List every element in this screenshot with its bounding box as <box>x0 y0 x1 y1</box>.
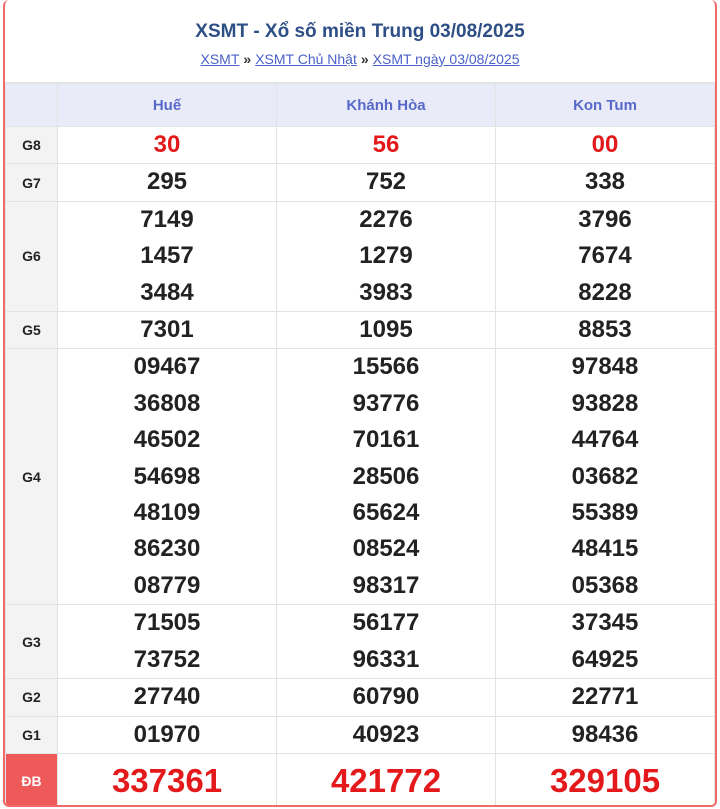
prize-number: 70161 <box>352 426 420 454</box>
prize-number: 98436 <box>571 720 639 748</box>
prize-number: 22771 <box>571 683 639 711</box>
prize-cell-g8-hue <box>58 127 277 164</box>
prize-number: 64925 <box>571 645 639 673</box>
prize-cell-g7-hue <box>58 164 277 201</box>
prize-number: 7149 <box>140 205 194 233</box>
prize-number: 3983 <box>359 278 413 306</box>
prize-number: 48415 <box>571 535 639 563</box>
prize-cell-g8-khanh-hoa <box>277 127 496 164</box>
prize-cell-g5-khanh-hoa <box>277 312 496 349</box>
prize-label-g2: G2 <box>6 679 58 716</box>
prize-number: 30 <box>153 131 181 158</box>
prize-cell-g6-khanh-hoa <box>277 201 496 311</box>
prize-number: 86230 <box>133 535 201 563</box>
breadcrumb-link-xsmt[interactable]: XSMT <box>200 51 240 67</box>
prize-number: 44764 <box>571 426 639 454</box>
prize-number: 3484 <box>140 278 194 306</box>
prize-label-db: ĐB <box>6 753 58 807</box>
corner-cell <box>6 84 58 127</box>
prize-cell-g7-khanh-hoa <box>277 164 496 201</box>
prize-cell-db-kon-tum <box>496 753 715 807</box>
prize-row-g7 <box>6 164 715 201</box>
prize-number: 46502 <box>133 426 201 454</box>
prize-cell-g6-kon-tum <box>496 201 715 311</box>
prize-number: 56 <box>372 131 400 158</box>
prize-number: 00 <box>591 131 619 158</box>
results-table <box>5 83 715 807</box>
prize-number: 2276 <box>359 205 413 233</box>
prize-cell-g4-kon-tum <box>496 349 715 605</box>
prize-cell-g5-hue <box>58 312 277 349</box>
results-header <box>5 0 715 83</box>
prize-number: 7301 <box>140 316 194 344</box>
prize-label-g1: G1 <box>6 716 58 753</box>
prize-number: 71505 <box>133 609 201 637</box>
prize-number: 421772 <box>330 761 442 799</box>
prize-number: 65624 <box>352 499 420 527</box>
prize-cell-g1-khanh-hoa <box>277 716 496 753</box>
prize-label-g4: G4 <box>6 349 58 605</box>
prize-number: 05368 <box>571 571 639 599</box>
prize-number: 55389 <box>571 499 639 527</box>
prize-number: 7674 <box>578 242 632 270</box>
results-panel <box>3 0 717 807</box>
prize-cell-db-hue <box>58 753 277 807</box>
prize-number: 8228 <box>578 278 632 306</box>
prize-cell-g6-hue <box>58 201 277 311</box>
breadcrumb-link-weekday[interactable]: XSMT Chủ Nhật <box>255 51 357 67</box>
prize-cell-g7-kon-tum <box>496 164 715 201</box>
prize-number: 1279 <box>359 242 413 270</box>
prize-row-g6 <box>6 201 715 311</box>
prize-cell-g2-kon-tum <box>496 679 715 716</box>
prize-number: 93776 <box>352 389 420 417</box>
prize-cell-g3-khanh-hoa <box>277 605 496 679</box>
prize-number: 8853 <box>578 316 632 344</box>
prize-row-g5 <box>6 312 715 349</box>
prize-number: 03682 <box>571 462 639 490</box>
prize-row-g3 <box>6 605 715 679</box>
breadcrumb-separator: » <box>360 51 369 67</box>
prize-number: 08524 <box>352 535 420 563</box>
prize-label-g3: G3 <box>6 605 58 679</box>
prize-cell-g4-khanh-hoa <box>277 349 496 605</box>
prize-label-g7: G7 <box>6 164 58 201</box>
prize-number: 40923 <box>352 720 420 748</box>
prize-number: 338 <box>584 168 626 196</box>
prize-number: 28506 <box>352 462 420 490</box>
prize-cell-g8-kon-tum <box>496 127 715 164</box>
prize-number: 96331 <box>352 645 420 673</box>
prize-number: 1457 <box>140 242 194 270</box>
prize-number: 97848 <box>571 353 639 381</box>
prize-row-g4 <box>6 349 715 605</box>
prize-cell-g2-khanh-hoa <box>277 679 496 716</box>
prize-number: 54698 <box>133 462 201 490</box>
province-header-hue: Huế <box>58 84 277 127</box>
province-header-kon-tum: Kon Tum <box>496 84 715 127</box>
prize-number: 37345 <box>571 609 639 637</box>
prize-number: 337361 <box>111 761 223 799</box>
prize-row-g2 <box>6 679 715 716</box>
prize-number: 15566 <box>352 353 420 381</box>
prize-row-g1 <box>6 716 715 753</box>
province-header-row <box>6 84 715 127</box>
prize-number: 3796 <box>578 205 632 233</box>
prize-number: 295 <box>146 168 188 196</box>
prize-label-g6: G6 <box>6 201 58 311</box>
prize-number: 56177 <box>352 609 420 637</box>
prize-number: 09467 <box>133 353 201 381</box>
prize-number: 98317 <box>352 571 420 599</box>
province-header-khanh-hoa: Khánh Hòa <box>277 84 496 127</box>
prize-number: 752 <box>365 168 407 196</box>
prize-label-g5: G5 <box>6 312 58 349</box>
prize-number: 27740 <box>133 683 201 711</box>
breadcrumb-link-date[interactable]: XSMT ngày 03/08/2025 <box>372 51 520 67</box>
prize-cell-g1-kon-tum <box>496 716 715 753</box>
prize-number: 73752 <box>133 645 201 673</box>
prize-number: 60790 <box>352 683 420 711</box>
prize-label-g8: G8 <box>6 127 58 164</box>
prize-cell-g5-kon-tum <box>496 312 715 349</box>
prize-number: 36808 <box>133 389 201 417</box>
prize-number: 93828 <box>571 389 639 417</box>
prize-cell-db-khanh-hoa <box>277 753 496 807</box>
prize-number: 08779 <box>133 571 201 599</box>
prize-number: 329105 <box>549 761 661 799</box>
prize-row-g8 <box>6 127 715 164</box>
prize-number: 1095 <box>359 316 413 344</box>
prize-number: 48109 <box>133 499 201 527</box>
breadcrumb-separator: » <box>243 51 252 67</box>
breadcrumb <box>5 51 715 67</box>
prize-cell-g2-hue <box>58 679 277 716</box>
prize-cell-g1-hue <box>58 716 277 753</box>
prize-cell-g3-hue <box>58 605 277 679</box>
page-title: XSMT - Xổ số miền Trung 03/08/2025 <box>195 21 525 42</box>
prize-row-db <box>6 753 715 807</box>
prize-number: 01970 <box>133 720 201 748</box>
prize-cell-g3-kon-tum <box>496 605 715 679</box>
prize-cell-g4-hue <box>58 349 277 605</box>
